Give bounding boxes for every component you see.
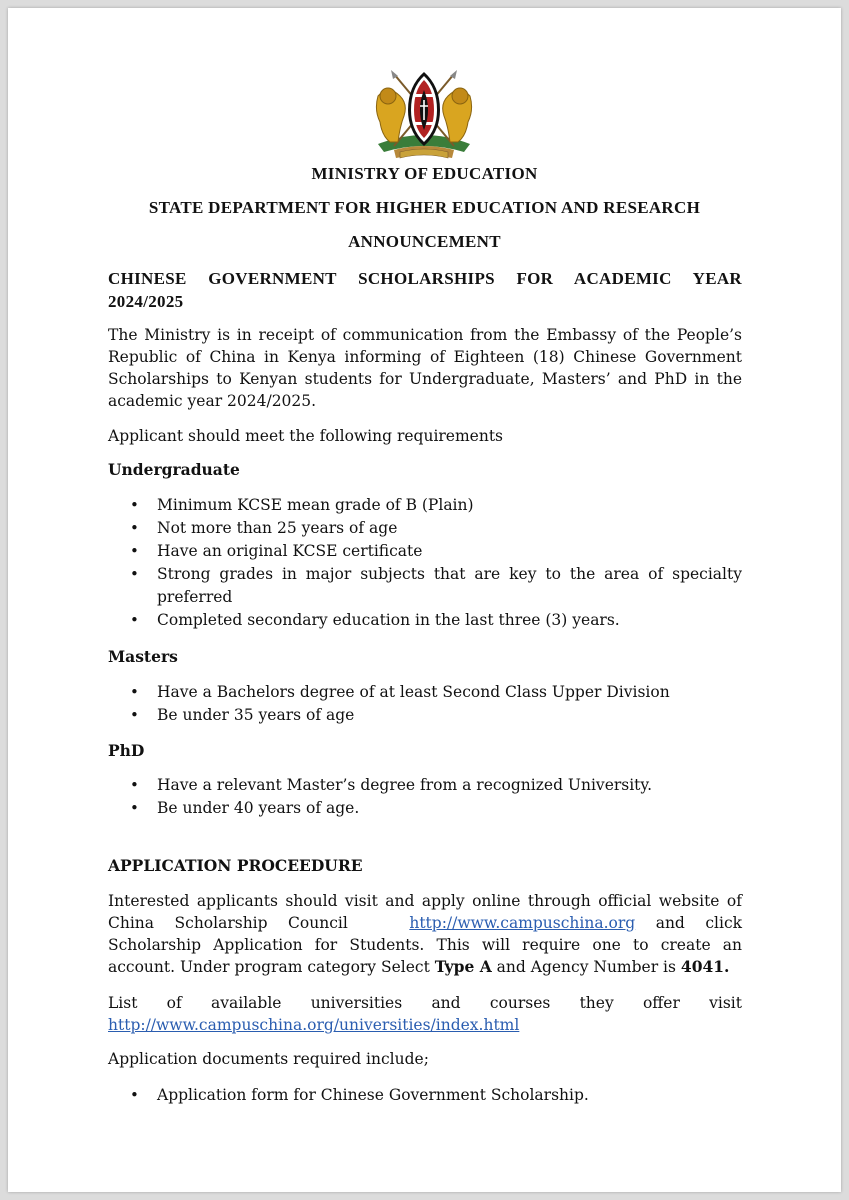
intro-line: The Ministry is in receipt of communication from the Embassy of the People’s bbox=[108, 326, 742, 344]
masters-list bbox=[130, 681, 742, 727]
phd-heading: PhD bbox=[108, 741, 145, 760]
phd-list bbox=[130, 774, 742, 820]
agency-number: 4041. bbox=[680, 957, 730, 976]
undergraduate-list bbox=[130, 494, 742, 632]
procedure-text: and Agency Number is bbox=[496, 958, 676, 976]
procedure-line: Scholarship Application for Students. This will require one to create an bbox=[108, 936, 742, 954]
universities-line: List of available universities and courses they offer visit bbox=[108, 994, 742, 1012]
procedure-heading: APPLICATION PROCEEDURE bbox=[108, 856, 363, 875]
procedure-line bbox=[108, 956, 742, 978]
campuschina-link[interactable]: http://www.campuschina.org bbox=[409, 914, 636, 932]
masters-heading: Masters bbox=[108, 647, 178, 666]
ministry-heading: MINISTRY OF EDUCATION bbox=[311, 164, 538, 183]
list-item: • Not more than 25 years of age bbox=[130, 517, 742, 540]
list-item: • Have a relevant Master’s degree from a recognized University. bbox=[130, 774, 742, 797]
scholarship-title-line2: 2024/2025 bbox=[108, 292, 184, 311]
requirements-intro: Applicant should meet the following requirements bbox=[108, 427, 504, 445]
undergraduate-heading: Undergraduate bbox=[108, 460, 240, 479]
list-item: • Be under 35 years of age bbox=[130, 704, 742, 727]
list-item: • Completed secondary education in the last three (3) years. bbox=[130, 609, 742, 632]
announcement-heading: ANNOUNCEMENT bbox=[348, 232, 501, 251]
list-item: • Application form for Chinese Government Scholarship. bbox=[130, 1084, 742, 1107]
list-item-text-continued: preferred bbox=[157, 588, 233, 606]
procedure-paragraph bbox=[108, 890, 742, 978]
procedure-line: Interested applicants should visit and apply online through official website of bbox=[108, 892, 742, 910]
procedure-text: and click bbox=[655, 914, 743, 932]
list-item-text: • Strong grades in major subjects that are key to the area of specialty bbox=[157, 565, 742, 583]
universities-link[interactable]: http://www.campuschina.org/universities/index.html bbox=[108, 1016, 520, 1034]
list-item: • Have an original KCSE certificate bbox=[130, 540, 742, 563]
list-item: • Be under 40 years of age. bbox=[130, 797, 742, 820]
procedure-text: account. Under program category Select bbox=[108, 958, 430, 976]
list-item bbox=[130, 563, 742, 609]
program-type: Type A bbox=[434, 957, 492, 976]
scholarship-title-line1: CHINESE GOVERNMENT SCHOLARSHIPS FOR ACADEMIC YEAR bbox=[108, 269, 742, 288]
documents-intro: Application documents required include; bbox=[108, 1050, 429, 1068]
list-item: • Have a Bachelors degree of at least Second Class Upper Division bbox=[130, 681, 742, 704]
documents-list bbox=[130, 1084, 742, 1107]
intro-paragraph bbox=[108, 324, 742, 412]
department-heading: STATE DEPARTMENT FOR HIGHER EDUCATION AND RESEARCH bbox=[148, 198, 701, 217]
intro-line: academic year 2024/2025. bbox=[108, 392, 317, 410]
coat-of-arms-icon bbox=[364, 66, 484, 162]
list-item: • Minimum KCSE mean grade of B (Plain) bbox=[130, 494, 742, 517]
procedure-text: China Scholarship Council bbox=[108, 914, 348, 932]
intro-line: Scholarships to Kenyan students for Undergraduate, Masters’ and PhD in the bbox=[108, 370, 742, 388]
universities-paragraph bbox=[108, 992, 742, 1036]
intro-line: Republic of China in Kenya informing of Eighteen (18) Chinese Government bbox=[108, 348, 742, 366]
procedure-line bbox=[108, 912, 742, 934]
